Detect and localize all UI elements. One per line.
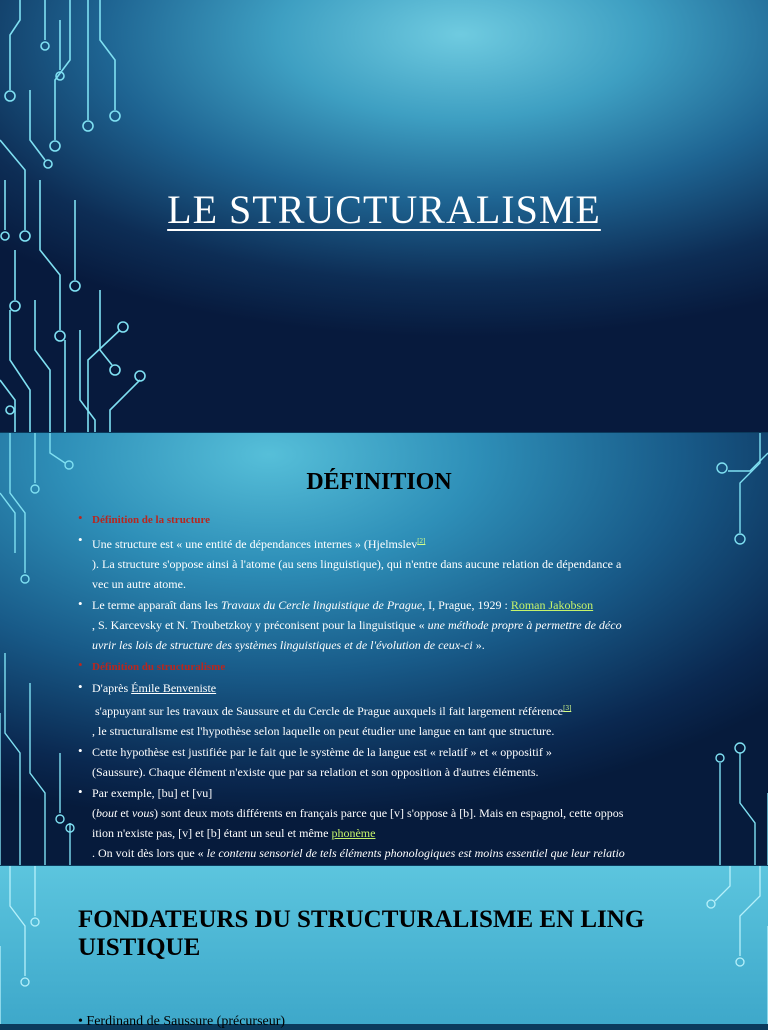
list-item: • D'après Émile Benveniste s'appuyant sur les travaux de Saussure et du Cercle de Prague auxquels il fait largement référence[3] , le structuralisme est l'hypothèse selon laquelle on peut étudier une langue en tant que structure. (78, 678, 690, 741)
slide-definition (0, 433, 768, 865)
slide-title (0, 0, 768, 432)
list-item: • Une structure est « une entité de dépendances internes » (Hjelmslev[2] ). La structure s'oppose ainsi à l'atome (au sens linguistique), qui n'entre dans aucune relation de dépendance a vec un autre atome. (78, 531, 690, 594)
slide-3-title: FONDATEURS DU STRUCTURALISME EN LING UISTIQUE (78, 906, 645, 961)
list-item (78, 656, 690, 677)
emile-benveniste-link[interactable]: Émile Benveniste (131, 681, 217, 695)
list-item (78, 509, 690, 530)
slide-2-title: DÉFINITION (306, 469, 452, 495)
slide-1-title: LE STRUCTURALISME (167, 187, 601, 232)
definition-content (78, 509, 690, 887)
slide-founders (0, 866, 768, 1029)
roman-jakobson-link[interactable]: Roman Jakobson (510, 598, 594, 612)
structuralism-heading: Définition du structuralisme (92, 661, 226, 673)
reference-link[interactable]: [2] (417, 537, 426, 545)
reference-link[interactable]: [3] (563, 704, 572, 712)
list-item: • Par exemple, [bu] et [vu] (bout et vous) sont deux mots différents en français parce que [v] s'oppose à [b]. Mais en espagnol, cette oppos ition n'existe pas, [v] et [b] étant un seul et même phonème . On voit dès lors que « le contenu sensoriel de tels éléments phonologiques est moins essentiel que leur relatio (78, 783, 690, 886)
list-item: • Cette hypothèse est justifiée par le fait que le système de la langue est « relatif » et « oppositif » (Saussure). Chaque élément n'existe que par sa relation et son opposition à d'autres éléments. (78, 742, 690, 782)
list-item: • Le terme apparaît dans les Travaux du Cercle linguistique de Prague, I, Prague, 1929 : Roman Jakobson , S. Karcevsky et N. Troubetzkoy y préconisent pour la linguistique « une méthode propre à permettre de déco uvrir les lois de structure des systèmes linguistiques et de l'évolution de ceux-ci ». (78, 595, 690, 655)
phoneme-link[interactable]: phonème (331, 826, 376, 840)
founder-list-item: • Ferdinand de Saussure (précurseur) (78, 1014, 285, 1030)
structure-heading: Définition de la structure (92, 514, 211, 526)
